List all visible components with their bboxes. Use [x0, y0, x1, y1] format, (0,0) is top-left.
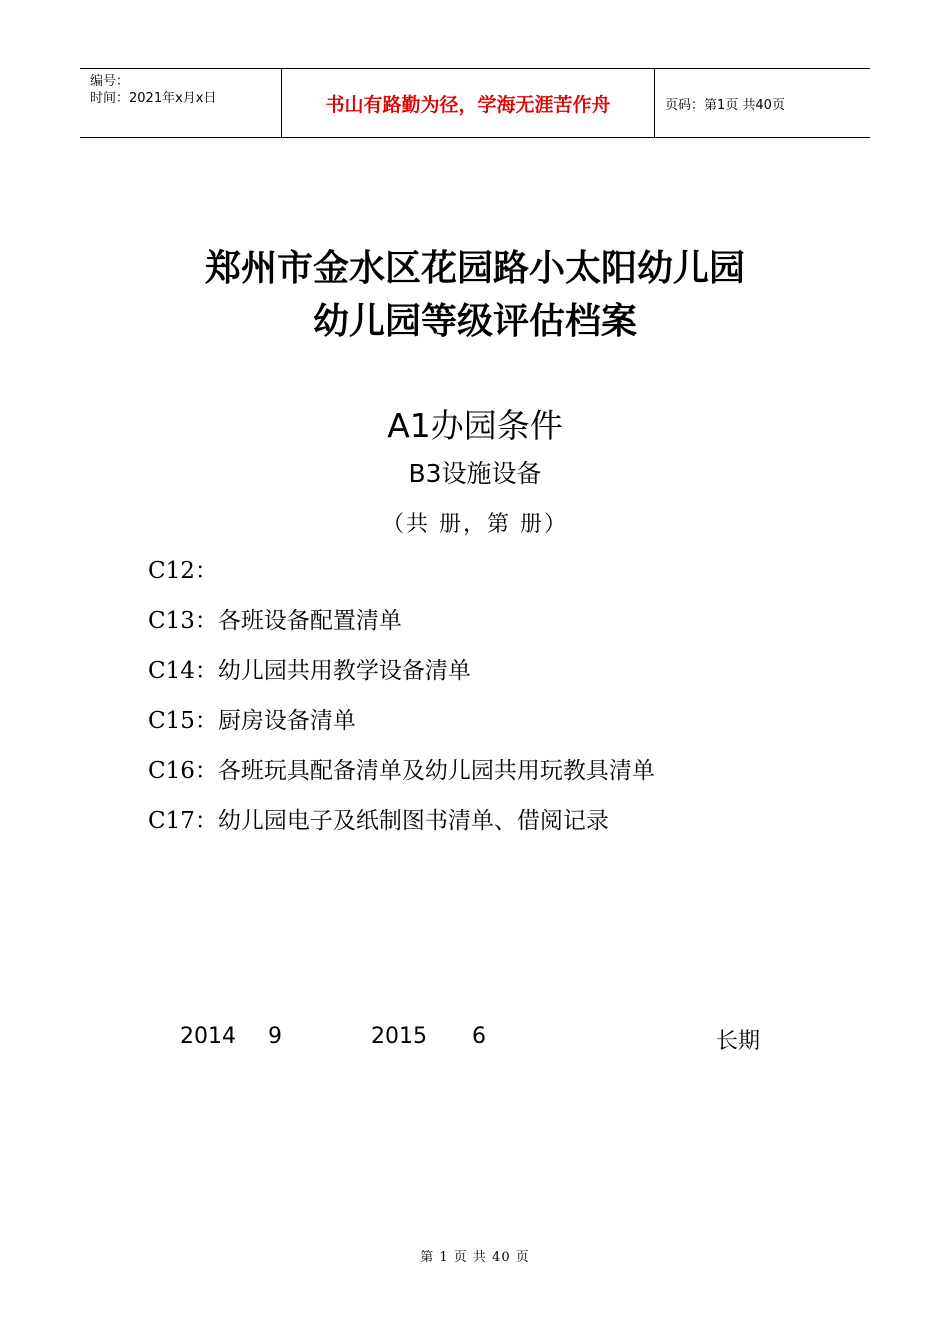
time-label: 时间：2021年x月x日 — [90, 91, 217, 106]
list-item: C13：各班设备配置清单 — [148, 608, 402, 634]
section-b-heading: B3设施设备 — [408, 459, 542, 488]
list-item: C17：幼儿园电子及纸制图书清单、借阅记录 — [148, 808, 609, 834]
page-footer: 第 1 页 共 40 页 — [420, 1250, 530, 1265]
header-meta — [80, 69, 281, 137]
list-item: C16：各班玩具配备清单及幼儿园共用玩教具清单 — [148, 758, 655, 784]
volume-note: （共 册，第 册） — [382, 512, 568, 537]
start-month: 9 — [268, 1024, 282, 1049]
number-label: 编号： — [90, 74, 130, 89]
list-item: C14：幼儿园共用教学设备清单 — [148, 658, 471, 684]
end-year: 2015 — [371, 1024, 427, 1049]
page-header — [80, 68, 870, 138]
end-month: 6 — [472, 1024, 486, 1049]
retention-period: 长期 — [716, 1029, 761, 1054]
document-title-line2: 幼儿园等级评估档案 — [312, 301, 637, 342]
list-item: C15：厨房设备清单 — [148, 708, 356, 734]
item-list — [148, 553, 655, 853]
document-title-line1: 郑州市金水区花园路小太阳幼儿园 — [204, 248, 745, 289]
header-page-info: 页码：第1页 共40页 — [665, 97, 785, 113]
header-motto: 书山有路勤为径，学海无涯苦作舟 — [281, 69, 655, 137]
section-a-heading: A1办园条件 — [387, 406, 563, 445]
list-item: C12： — [148, 558, 218, 584]
start-year: 2014 — [180, 1024, 236, 1049]
